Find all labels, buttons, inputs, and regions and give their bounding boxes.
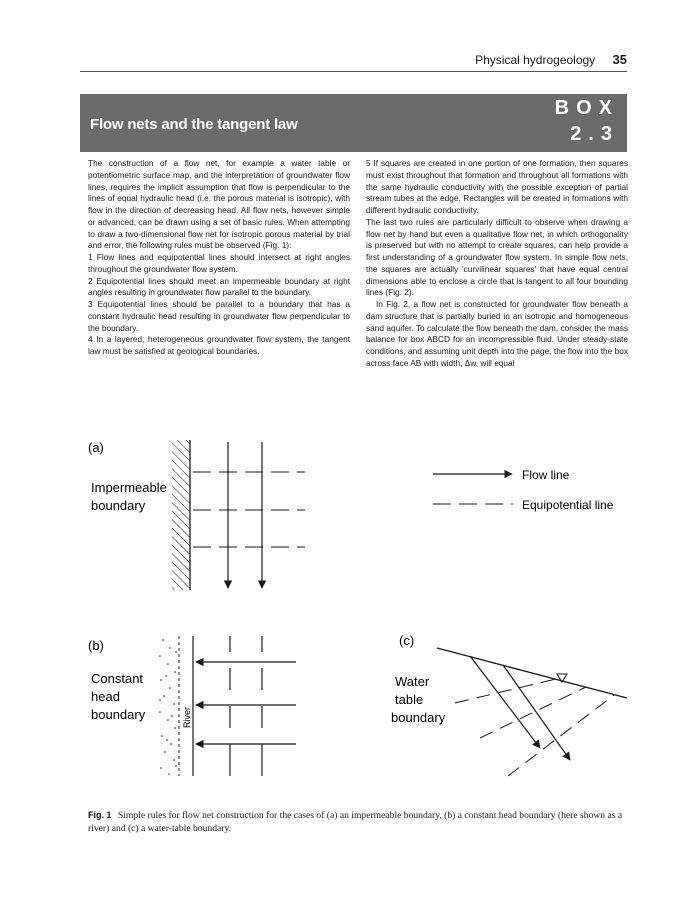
panel-c-flow-lines — [470, 656, 570, 760]
rule-3: 3 Equipotential lines should be parallel to a boundary that has a constant hydraulic head resulting in groundwater flow perpendicular to the boundary. — [88, 299, 350, 333]
legend-equipotential-label: Equipotential line — [522, 498, 614, 512]
box-number: 2.3 — [570, 123, 619, 145]
panel-c-label: (c) — [399, 633, 415, 648]
rule-1: 1 Flow lines and equipotential lines should intersect at right angles throughout the groundwater flow system. — [88, 252, 350, 274]
panel-a-label: (a) — [88, 440, 104, 455]
legend-flow-line-label: Flow line — [522, 468, 570, 482]
box-title: Flow nets and the tangent law — [90, 116, 298, 133]
water-table-line — [437, 648, 627, 698]
caption-text: Simple rules for flow net construction for the cases of (a) an impermeable boundary, (b) a constant head boundary (here shown as a river) and (c) a water-table boundary. — [88, 810, 623, 834]
panel-a-equipotential-lines — [193, 472, 305, 547]
panel-a-boundary-line1: Impermeable — [91, 480, 167, 495]
paragraph-dam-example: In Fig. 2, a flow net is constructed for groundwater flow beneath a dam structure that is partially buried in an isotropic and homogeneous sand aquifer. To calculate the flow beneath the dam, consider the mass balance for box ABCD for an incompressible fluid. Under steady-state conditions, and assuming unit depth into the page, the flow into the box across face AB with width, Δw, will equal — [366, 299, 628, 368]
page-number: 35 — [612, 52, 627, 67]
panel-b-line2: head — [91, 689, 120, 704]
panel-b-label: (b) — [88, 638, 104, 653]
panel-b-flow-lines — [196, 662, 296, 744]
impermeable-boundary — [172, 440, 190, 590]
panel-c-equipotential-lines — [455, 679, 614, 776]
river-bed-stipple — [159, 639, 177, 775]
panel-b-line1: Constant — [91, 671, 144, 686]
rule-5: 5 If squares are created in one portion of one formation, then squares must exist throughout that formation and throughout all formations with the same hydraulic conductivity with the possible exception of partial stream tubes at the edge. Rectangles will be created in formations with different hydraulic conductivity. — [366, 158, 628, 215]
box-label: BOX — [554, 97, 619, 119]
panel-c-line2: table — [395, 692, 424, 707]
river-label: River — [182, 706, 192, 728]
panel-c-line1: Water — [395, 674, 430, 689]
rule-2: 2 Equipotential lines should meet an impermeable boundary at right angles resulting in groundwater flow parallel to the boundary. — [88, 275, 350, 298]
legend — [433, 468, 614, 512]
panel-a-flow-lines — [228, 442, 262, 588]
running-head-title: Physical hydrogeology — [475, 53, 596, 67]
panel-b-equipotential-lines — [230, 636, 262, 776]
panel-b-line3: boundary — [91, 707, 146, 722]
intro-paragraph: The construction of a flow net, for example a water table or potentiometric surface map, and the interpretation of groundwater flow lines, requires the implicit assumption that flow is perpendicular to the lines of equal hydraulic head (i.e. the porous material is isotropic), with flow in the direction of decreasing head. All flow nets, however simple or advanced, can be drawn using a set of basic rules. When attempting to draw a two-dimensional flow net for isotropic porous material by trial and error, the following rules must be observed (Fig. 1): — [88, 158, 350, 251]
caption-label: Fig. 1 — [88, 810, 112, 820]
panel-c-line3: boundary — [391, 710, 446, 725]
rule-4: 4 In a layered, heterogeneous groundwater flow system, the tangent law must be satisfied at geological boundaries. — [88, 334, 350, 356]
figure-caption — [88, 809, 628, 835]
panel-a-boundary-line2: boundary — [91, 498, 146, 513]
paragraph-rules-difficulty: The last two rules are particularly difficult to observe when drawing a flow net by hand but even a qualitative flow net, in which orthogonality is preserved but with no attempt to create squares, can help provide a first understanding of a groundwater flow system. In simple flow nets, the squares are actually 'curvilinear squares' that have equal central dimensions able to enclose a circle that is tangent to all four bounding lines (Fig. 2). — [366, 216, 628, 298]
